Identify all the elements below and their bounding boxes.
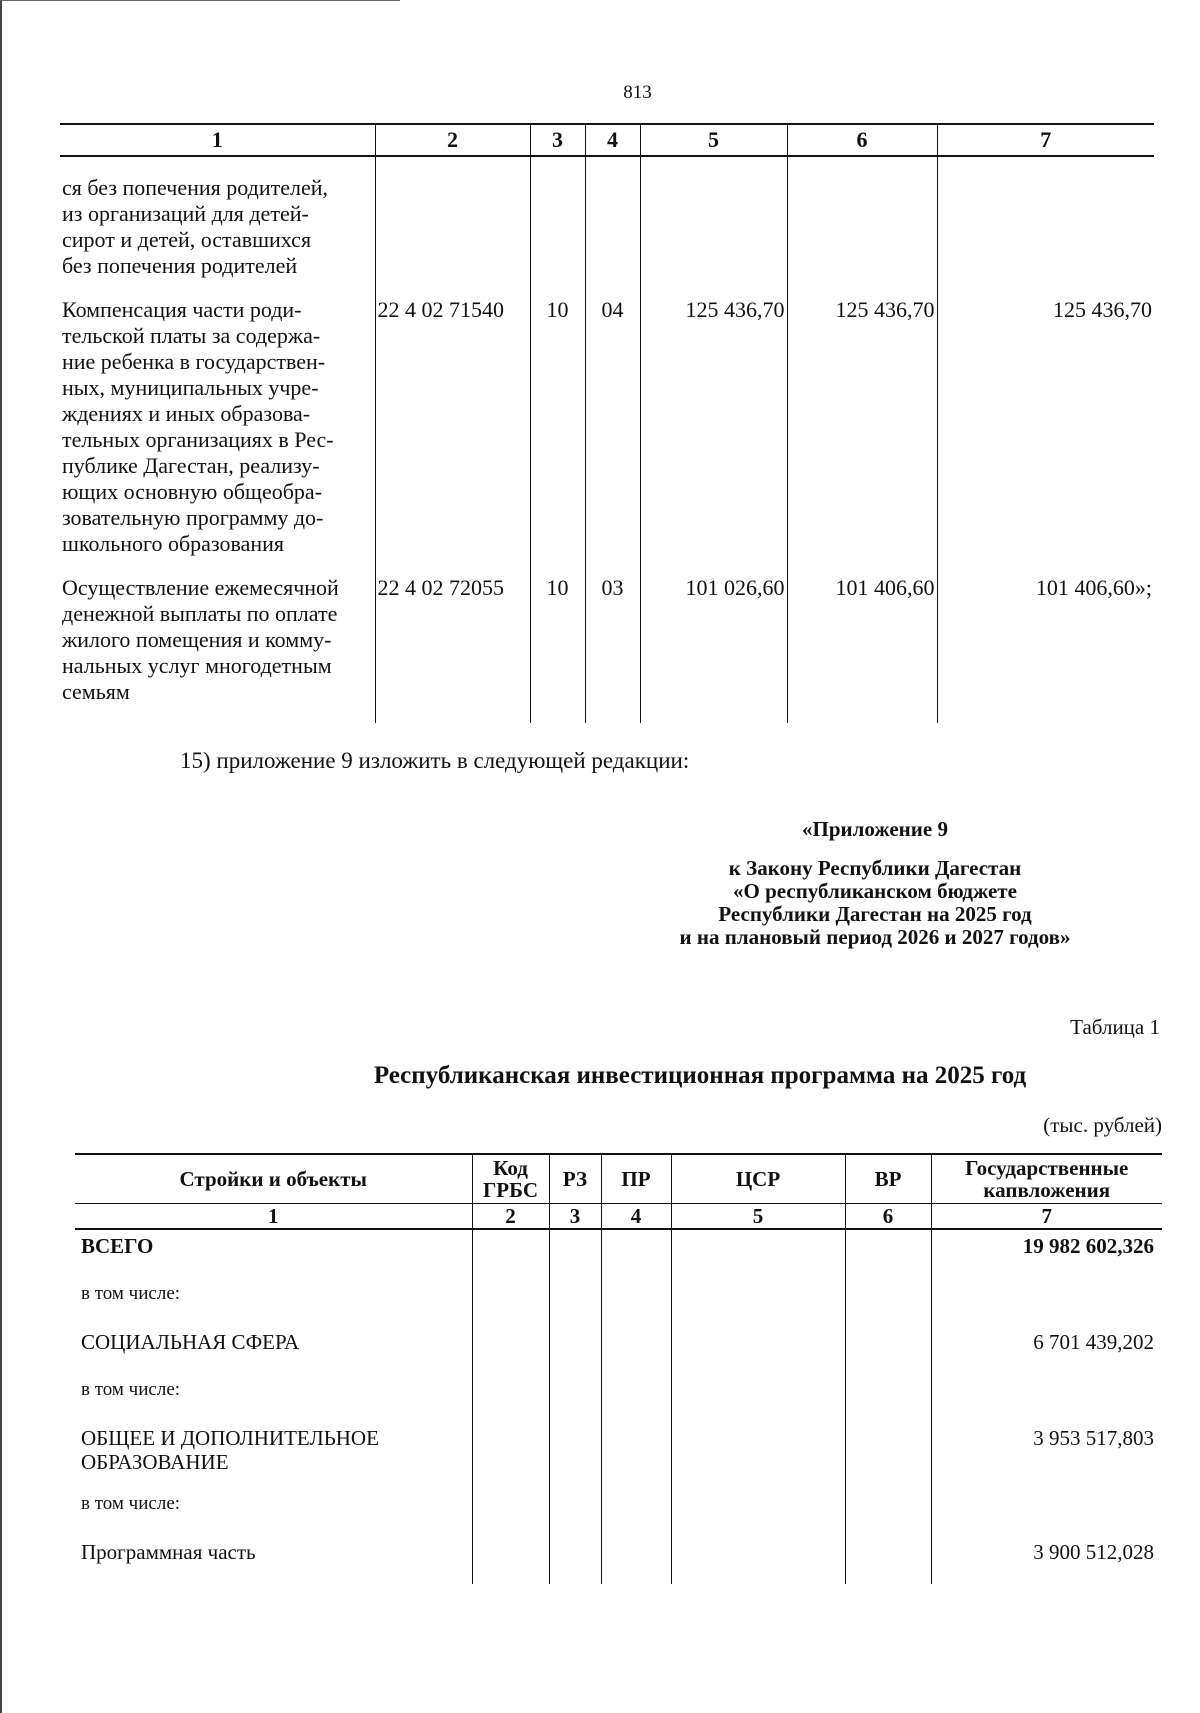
row-name: в том числе: — [81, 1283, 181, 1304]
row-value: 19 982 602,326 — [931, 1229, 1162, 1278]
table-header-row — [75, 1154, 1162, 1204]
amendment-paragraph: 15) приложение 9 изложить в следующей редакции: — [180, 748, 690, 773]
column-number: 3 — [549, 1204, 601, 1230]
row-pr — [585, 175, 640, 279]
column-header: 3 — [530, 124, 585, 156]
table-row — [75, 1422, 1162, 1488]
units-note: (тыс. рублей) — [1043, 1113, 1162, 1137]
row-value: 3 900 512,028 — [931, 1536, 1162, 1584]
row-value-6 — [787, 175, 937, 279]
row-name: Осуществление ежемесячной денежной выплаты по оплате жилого помещения и комму- нальных услуг многодетным семьям — [62, 575, 339, 704]
row-value: 3 953 517,803 — [931, 1422, 1162, 1488]
column-number: 7 — [931, 1204, 1162, 1230]
column-header: 4 — [585, 124, 640, 156]
row-value — [931, 1278, 1162, 1326]
table-label: Таблица 1 — [1070, 1015, 1160, 1039]
column-header: 1 — [60, 124, 375, 156]
column-number: 4 — [601, 1204, 671, 1230]
row-code — [375, 175, 530, 279]
column-header: ЦСР — [671, 1154, 845, 1204]
appendix-heading — [640, 818, 1110, 949]
budget-table-continued — [60, 123, 1154, 723]
row-code: 22 4 02 71540 — [375, 297, 530, 557]
row-value-5 — [640, 175, 787, 279]
row-value-7: 101 406,60»; — [937, 575, 1154, 705]
row-value-7: 125 436,70 — [937, 297, 1154, 557]
table-spacer — [60, 705, 1154, 723]
column-number: 6 — [845, 1204, 931, 1230]
investment-program-table — [75, 1153, 1162, 1584]
column-number: 1 — [75, 1204, 472, 1230]
column-header: Стройки и объекты — [75, 1154, 472, 1204]
scan-top-line — [0, 0, 400, 1]
column-number: 2 — [472, 1204, 549, 1230]
appendix-line: к Закону Республики Дагестан — [728, 856, 1022, 880]
column-header: Код ГРБС — [472, 1154, 549, 1204]
table-row — [75, 1536, 1162, 1584]
row-rz — [530, 175, 585, 279]
column-header: ПР — [601, 1154, 671, 1204]
column-header: 6 — [787, 124, 937, 156]
row-value-7 — [937, 175, 1154, 279]
row-name: СОЦИАЛЬНАЯ СФЕРА — [81, 1330, 300, 1354]
appendix-title: «Приложение 9 — [802, 817, 948, 841]
table-row — [60, 175, 1154, 279]
row-value-6: 125 436,70 — [787, 297, 937, 557]
table-spacer — [60, 279, 1154, 297]
table-row — [75, 1374, 1162, 1422]
row-name: Компенсация части роди- тельской платы за содержа- ние ребенка в государствен- ных, муниципальных учре- ждениях и иных образова- тельных организациях в Рес- публике Дагестан, реализу- ющих основную общеобра- зовательную программу до- школьного образования — [62, 297, 334, 556]
appendix-line: и на плановый период 2026 и 2027 годов» — [679, 925, 1071, 949]
table-row — [60, 297, 1154, 557]
table-row — [75, 1278, 1162, 1326]
row-rz: 10 — [530, 575, 585, 705]
column-header: 2 — [375, 124, 530, 156]
row-value-5: 125 436,70 — [640, 297, 787, 557]
column-number-row — [75, 1204, 1162, 1230]
page-number: 813 — [623, 82, 652, 103]
column-header: Государственные капвложения — [931, 1154, 1162, 1204]
table-row — [60, 575, 1154, 705]
table-row — [75, 1488, 1162, 1536]
row-value: 6 701 439,202 — [931, 1326, 1162, 1374]
row-name: в том числе: — [81, 1493, 181, 1514]
appendix-line: «О республиканском бюджете — [733, 879, 1017, 903]
row-pr: 03 — [585, 575, 640, 705]
scan-edge — [0, 0, 2, 1713]
column-header: 5 — [640, 124, 787, 156]
row-name: в том числе: — [81, 1379, 181, 1400]
row-code: 22 4 02 72055 — [375, 575, 530, 705]
appendix-line: Республики Дагестан на 2025 год — [718, 902, 1032, 926]
row-rz: 10 — [530, 297, 585, 557]
row-pr: 04 — [585, 297, 640, 557]
row-name: ОБЩЕЕ И ДОПОЛНИТЕЛЬНОЕ ОБРАЗОВАНИЕ — [81, 1426, 379, 1474]
column-header: РЗ — [549, 1154, 601, 1204]
row-name: ся без попечения родителей, из организаций для детей- сирот и детей, оставшихся без попечения родителей — [62, 175, 328, 278]
column-number: 5 — [671, 1204, 845, 1230]
table-header-row — [60, 124, 1154, 156]
row-value — [931, 1488, 1162, 1536]
row-value-5: 101 026,60 — [640, 575, 787, 705]
row-name: ВСЕГО — [81, 1234, 154, 1258]
column-header: 7 — [937, 124, 1154, 156]
document-title: Республиканская инвестиционная программа на 2025 год — [373, 1062, 1027, 1089]
row-name: Программная часть — [81, 1540, 256, 1564]
table-row — [75, 1326, 1162, 1374]
column-header: ВР — [845, 1154, 931, 1204]
row-value-6: 101 406,60 — [787, 575, 937, 705]
table-spacer — [60, 557, 1154, 575]
table-spacer — [60, 156, 1154, 175]
table-row — [75, 1229, 1162, 1278]
row-value — [931, 1374, 1162, 1422]
